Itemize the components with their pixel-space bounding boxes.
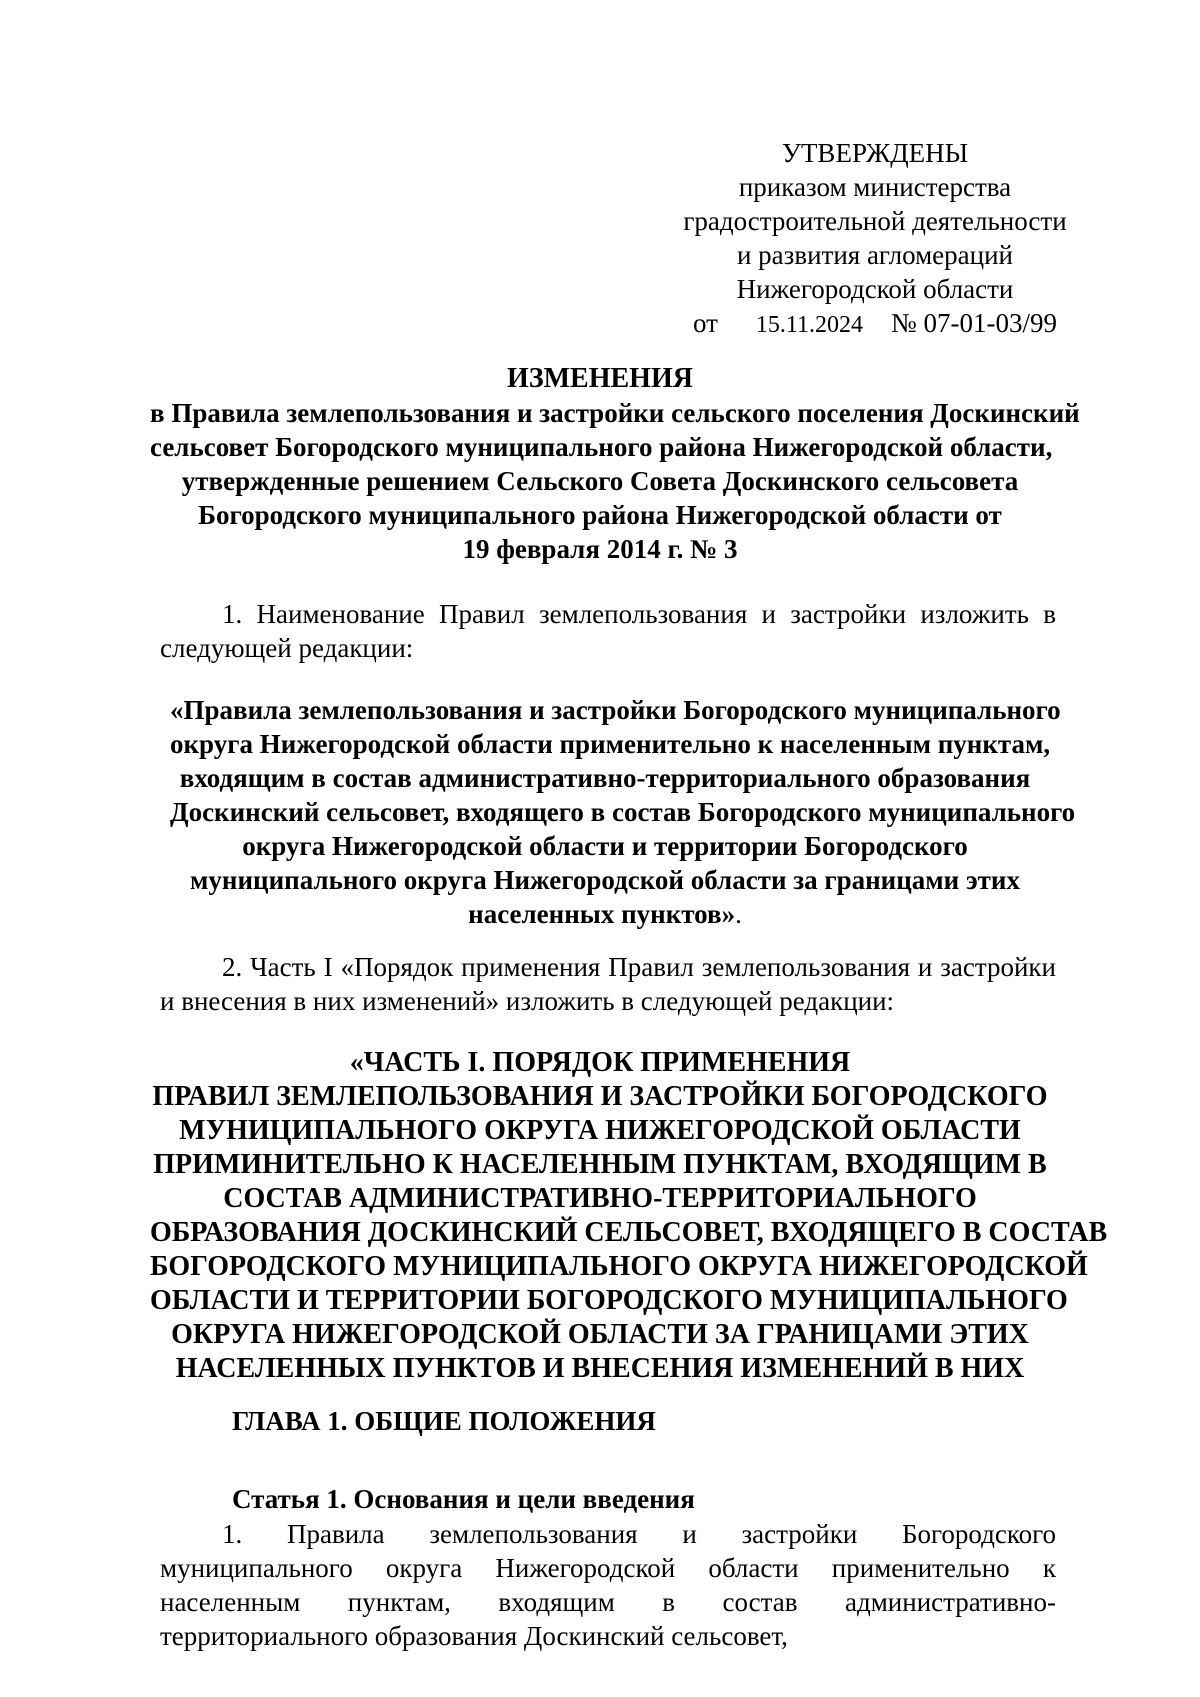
part-title-line: ОБРАЗОВАНИЯ ДОСКИНСКИЙ СЕЛЬСОВЕТ, ВХОДЯЩЕГО В СОСТАВ (150, 1217, 1108, 1248)
part-1-title (150, 1046, 1108, 1386)
part-title-line: ПРИМИНИТЕЛЬНО К НАСЕЛЕННЫМ ПУНКТАМ, ВХОДЯЩИМ В (153, 1149, 1047, 1180)
quote-trailing-period: . (735, 899, 742, 929)
approval-line: приказом министерства (738, 172, 1012, 202)
title-line: в Правила землепользования и застройки сельского поселения Доскинский (150, 398, 1080, 428)
quote-line: муниципального округа Нижегородской области за границами этих (190, 865, 1020, 895)
part-title-line: «ЧАСТЬ I. ПОРЯДОК ПРИМЕНЕНИЯ (349, 1047, 851, 1078)
approval-heading: УТВЕРЖДЕНЫ (781, 138, 969, 168)
item-1-text: 1. Наименование Правил землепользования и застройки изложить в следующей редакции: (160, 599, 1056, 663)
part-title-line: ОКРУГА НИЖЕГОРОДСКОЙ ОБЛАСТИ ЗА ГРАНИЦАМИ ЭТИХ (171, 1319, 1029, 1350)
title-main: ИЗМЕНЕНИЯ (507, 363, 693, 394)
part-title-line: СОСТАВ АДМИНИСТРАТИВНО-ТЕРРИТОРИАЛЬНОГО (223, 1183, 977, 1214)
approval-date-line (640, 306, 1110, 342)
quote-last-line (170, 897, 1040, 931)
article-1-paragraph (160, 1517, 1056, 1653)
title-line: 19 февраля 2014 г. № 3 (462, 534, 738, 564)
part-title-line: МУНИЦИПАЛЬНОГО ОКРУГА НИЖЕГОРОДСКОЙ ОБЛАСТИ (179, 1115, 1021, 1146)
title-line: Богородского муниципального района Нижегородской области от (198, 500, 1002, 530)
approval-line: и развития агломераций (736, 240, 1013, 270)
approval-number: № 07-01-03/99 (891, 308, 1058, 338)
part-title-line: НАСЕЛЕННЫХ ПУНКТОВ И ВНЕСЕНИЯ ИЗМЕНЕНИЙ В НИХ (175, 1353, 1025, 1384)
title-line: утвержденные решением Сельского Совета Доскинского сельсовета (181, 466, 1019, 496)
approval-line: Нижегородской области (736, 274, 1014, 304)
item-2-text: 2. Часть I «Порядок применения Правил землепользования и застройки и внесения в них изменений» изложить в следующей редакции: (160, 952, 1056, 1016)
quote-line: «Правила землепользования и застройки Богородского муниципального (170, 695, 1061, 725)
quote-line: округа Нижегородской области и территории Богородского (242, 831, 968, 861)
part-title-line: ОБЛАСТИ И ТЕРРИТОРИИ БОГОРОДСКОГО МУНИЦИПАЛЬНОГО (150, 1285, 1068, 1316)
new-name-quote (170, 693, 1076, 931)
quote-line: Доскинский сельсовет, входящего в состав Богородского муниципального (170, 797, 1076, 827)
document-title (150, 362, 1080, 566)
date-prefix: от (692, 308, 718, 338)
approval-date: 15.11.2024 (755, 312, 864, 338)
quote-line: округа Нижегородской области применительно к населенным пунктам, (170, 729, 1051, 759)
approval-line: градостроительной деятельности (683, 206, 1067, 236)
chapter-heading: ГЛАВА 1. ОБЩИЕ ПОЛОЖЕНИЯ (232, 1406, 656, 1436)
quote-line: входящим в состав административно-территориального образования (179, 763, 1031, 793)
article-1-text: 1. Правила землепользования и застройки Богородского муниципального округа Нижегородской области применительно к населенным пунктам, входящим в состав административно-территориального образования Доскинский сельсовет, (160, 1519, 1056, 1651)
part-title-line: БОГОРОДСКОГО МУНИЦИПАЛЬНОГО ОКРУГА НИЖЕГОРОДСКОЙ (150, 1251, 1088, 1282)
title-line: сельсовет Богородского муниципального района Нижегородской области, (150, 432, 1053, 462)
item-2-paragraph (160, 950, 1056, 1018)
part-title-line: ПРАВИЛ ЗЕМЛЕПОЛЬЗОВАНИЯ И ЗАСТРОЙКИ БОГОРОДСКОГО (152, 1081, 1048, 1112)
quote-last-text: населенных пунктов» (468, 899, 736, 929)
item-1-paragraph (160, 597, 1056, 665)
approval-stamp (640, 136, 1110, 342)
article-heading: Статья 1. Основания и цели введения (232, 1484, 695, 1514)
